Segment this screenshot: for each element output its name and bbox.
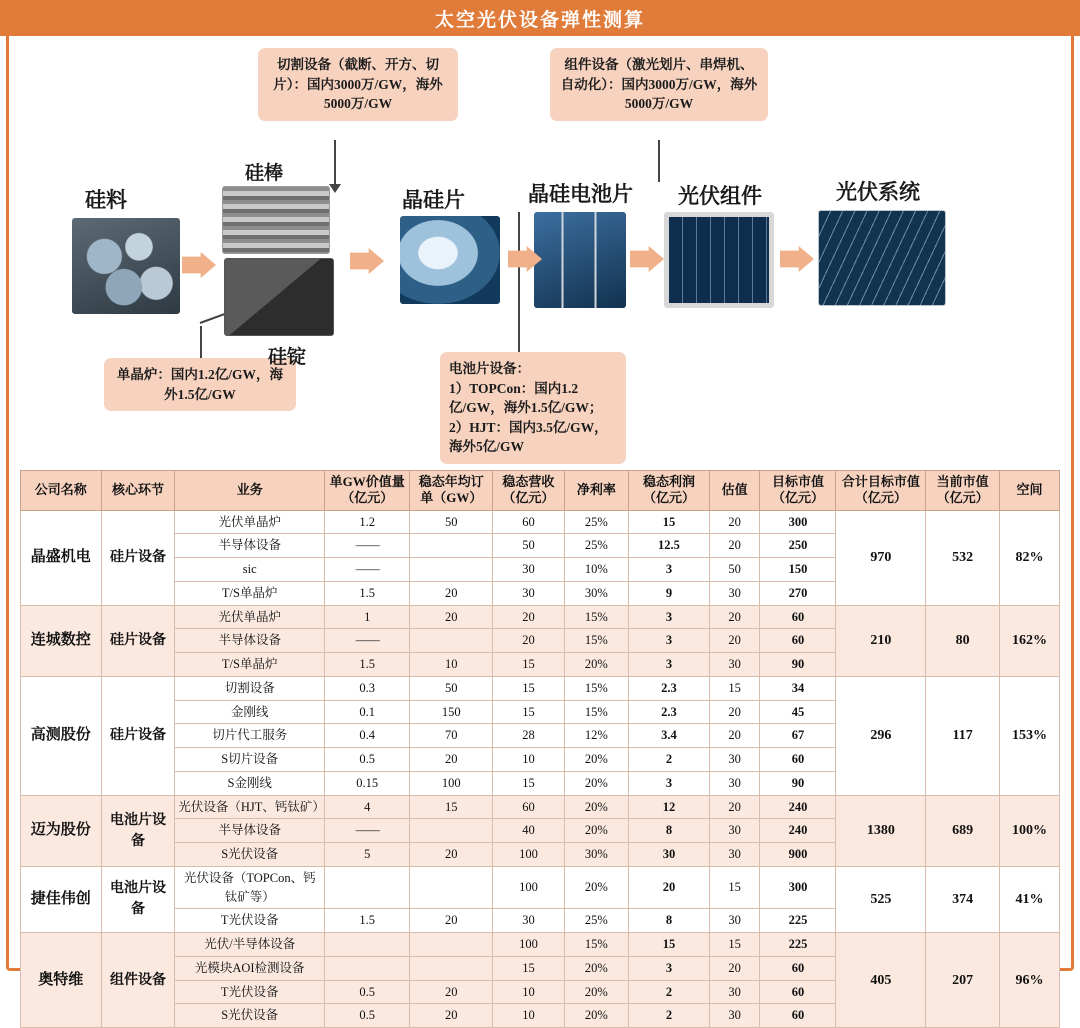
cell-gw-value: 0.5 bbox=[325, 748, 410, 772]
stage-label-cell: 晶硅电池片 bbox=[528, 182, 633, 206]
table-row bbox=[21, 866, 1060, 909]
cell-business: 半导体设备 bbox=[175, 534, 325, 558]
cell-target: 225 bbox=[760, 933, 836, 957]
cell-profit: 3 bbox=[629, 771, 710, 795]
cell-profit: 2 bbox=[629, 748, 710, 772]
image-solar-cell bbox=[534, 212, 626, 308]
cell-revenue: 30 bbox=[493, 581, 564, 605]
cell-gw-value bbox=[325, 866, 410, 909]
cell-orders: 50 bbox=[410, 510, 493, 534]
cell-business: 光模块AOI检测设备 bbox=[175, 956, 325, 980]
cell-margin: 25% bbox=[564, 909, 629, 933]
cell-profit: 8 bbox=[629, 819, 710, 843]
cell-current: 117 bbox=[926, 676, 1000, 795]
cell-target: 150 bbox=[760, 558, 836, 582]
th-total-target-mktcap: 合计目标市值（亿元） bbox=[836, 471, 926, 511]
cell-space: 100% bbox=[1000, 795, 1060, 866]
cell-revenue: 40 bbox=[493, 819, 564, 843]
cell-target: 45 bbox=[760, 700, 836, 724]
cell-core-link: 硅片设备 bbox=[101, 676, 175, 795]
cell-core-link: 电池片设备 bbox=[101, 795, 175, 866]
cell-margin: 20% bbox=[564, 653, 629, 677]
cell-valuation: 20 bbox=[709, 605, 760, 629]
cell-orders: 20 bbox=[410, 1004, 493, 1028]
cell-target: 90 bbox=[760, 653, 836, 677]
cell-business: 半导体设备 bbox=[175, 819, 325, 843]
cell-current: 207 bbox=[926, 933, 1000, 1028]
cell-margin: 15% bbox=[564, 676, 629, 700]
stage-label-module: 光伏组件 bbox=[678, 184, 762, 208]
cell-total-target: 525 bbox=[836, 866, 926, 932]
callout-single-crystal-furnace: 单晶炉：国内1.2亿/GW，海外1.5亿/GW bbox=[104, 358, 296, 411]
cell-revenue: 100 bbox=[493, 933, 564, 957]
cell-orders bbox=[410, 956, 493, 980]
cell-revenue: 60 bbox=[493, 795, 564, 819]
th-valuation: 估值 bbox=[709, 471, 760, 511]
cell-business: sic bbox=[175, 558, 325, 582]
cell-valuation: 30 bbox=[709, 980, 760, 1004]
cell-revenue: 20 bbox=[493, 605, 564, 629]
flow-arrow-2 bbox=[350, 248, 384, 274]
cell-valuation: 20 bbox=[709, 700, 760, 724]
cell-gw-value bbox=[325, 933, 410, 957]
cell-valuation: 15 bbox=[709, 866, 760, 909]
table-row bbox=[21, 676, 1060, 700]
cell-margin: 30% bbox=[564, 843, 629, 867]
cell-total-target: 970 bbox=[836, 510, 926, 605]
cell-orders: 100 bbox=[410, 771, 493, 795]
table-row bbox=[21, 510, 1060, 534]
cell-valuation: 15 bbox=[709, 676, 760, 700]
cell-margin: 20% bbox=[564, 956, 629, 980]
cell-gw-value: —— bbox=[325, 629, 410, 653]
page-title: 太空光伏设备弹性测算 bbox=[0, 0, 1080, 36]
table-row bbox=[21, 605, 1060, 629]
th-gw-value: 单GW价值量（亿元） bbox=[325, 471, 410, 511]
th-target-mktcap: 目标市值（亿元） bbox=[760, 471, 836, 511]
cell-current: 689 bbox=[926, 795, 1000, 866]
cell-profit: 15 bbox=[629, 933, 710, 957]
cell-gw-value: 1.2 bbox=[325, 510, 410, 534]
cell-orders: 70 bbox=[410, 724, 493, 748]
cell-company: 高测股份 bbox=[21, 676, 102, 795]
cell-valuation: 20 bbox=[709, 724, 760, 748]
cell-revenue: 20 bbox=[493, 629, 564, 653]
cell-revenue: 15 bbox=[493, 700, 564, 724]
cell-margin: 25% bbox=[564, 510, 629, 534]
callout-cell-equipment-line2: 1）TOPCon：国内1.2亿/GW，海外1.5亿/GW； bbox=[449, 380, 603, 416]
cell-orders: 20 bbox=[410, 909, 493, 933]
cell-orders: 50 bbox=[410, 676, 493, 700]
cell-current: 532 bbox=[926, 510, 1000, 605]
cell-gw-value: 1 bbox=[325, 605, 410, 629]
cell-gw-value: 0.15 bbox=[325, 771, 410, 795]
cell-current: 80 bbox=[926, 605, 1000, 676]
cell-revenue: 10 bbox=[493, 980, 564, 1004]
cell-target: 60 bbox=[760, 629, 836, 653]
cell-gw-value: 1.5 bbox=[325, 909, 410, 933]
th-business: 业务 bbox=[175, 471, 325, 511]
cell-orders: 20 bbox=[410, 581, 493, 605]
cell-target: 300 bbox=[760, 510, 836, 534]
cell-revenue: 15 bbox=[493, 771, 564, 795]
image-silicon-material bbox=[72, 218, 180, 314]
cell-gw-value: 0.4 bbox=[325, 724, 410, 748]
cell-profit: 3 bbox=[629, 956, 710, 980]
cell-core-link: 硅片设备 bbox=[101, 605, 175, 676]
cell-current: 374 bbox=[926, 866, 1000, 932]
cell-profit: 30 bbox=[629, 843, 710, 867]
cell-target: 60 bbox=[760, 956, 836, 980]
cell-orders bbox=[410, 558, 493, 582]
cell-space: 41% bbox=[1000, 866, 1060, 932]
cell-business: 切割设备 bbox=[175, 676, 325, 700]
cell-core-link: 组件设备 bbox=[101, 933, 175, 1028]
cell-gw-value: 5 bbox=[325, 843, 410, 867]
th-space: 空间 bbox=[1000, 471, 1060, 511]
cell-valuation: 30 bbox=[709, 1004, 760, 1028]
cell-revenue: 10 bbox=[493, 1004, 564, 1028]
cell-target: 240 bbox=[760, 795, 836, 819]
cell-target: 270 bbox=[760, 581, 836, 605]
table-row bbox=[21, 795, 1060, 819]
cell-valuation: 30 bbox=[709, 771, 760, 795]
cell-revenue: 15 bbox=[493, 676, 564, 700]
cell-business: 光伏单晶炉 bbox=[175, 605, 325, 629]
cell-business: S光伏设备 bbox=[175, 843, 325, 867]
process-flow-diagram bbox=[0, 36, 1080, 466]
cell-gw-value: 0.5 bbox=[325, 1004, 410, 1028]
cell-business: 光伏设备（TOPCon、钙钛矿等） bbox=[175, 866, 325, 909]
cell-gw-value: 4 bbox=[325, 795, 410, 819]
cell-space: 153% bbox=[1000, 676, 1060, 795]
cell-valuation: 30 bbox=[709, 653, 760, 677]
cell-core-link: 电池片设备 bbox=[101, 866, 175, 932]
cell-valuation: 15 bbox=[709, 933, 760, 957]
cell-orders: 20 bbox=[410, 843, 493, 867]
cell-margin: 20% bbox=[564, 980, 629, 1004]
cell-margin: 12% bbox=[564, 724, 629, 748]
cell-valuation: 20 bbox=[709, 956, 760, 980]
cell-company: 晶盛机电 bbox=[21, 510, 102, 605]
cell-revenue: 15 bbox=[493, 653, 564, 677]
cell-margin: 30% bbox=[564, 581, 629, 605]
connector-furnace bbox=[200, 326, 202, 358]
callout-module-equipment: 组件设备（激光划片、串焊机、自动化）：国内3000万/GW，海外5000万/GW bbox=[550, 48, 768, 121]
cell-revenue: 30 bbox=[493, 558, 564, 582]
cell-profit: 12.5 bbox=[629, 534, 710, 558]
cell-business: T光伏设备 bbox=[175, 909, 325, 933]
cell-target: 60 bbox=[760, 1004, 836, 1028]
cell-revenue: 100 bbox=[493, 866, 564, 909]
cell-business: S光伏设备 bbox=[175, 1004, 325, 1028]
image-pv-module bbox=[664, 212, 774, 308]
cell-profit: 3 bbox=[629, 558, 710, 582]
cell-valuation: 30 bbox=[709, 748, 760, 772]
cell-orders: 20 bbox=[410, 748, 493, 772]
flow-arrow-1 bbox=[182, 252, 216, 278]
cell-target: 34 bbox=[760, 676, 836, 700]
cell-profit: 2 bbox=[629, 1004, 710, 1028]
cell-target: 900 bbox=[760, 843, 836, 867]
cell-target: 60 bbox=[760, 980, 836, 1004]
th-annual-orders: 稳态年均订单（GW） bbox=[410, 471, 493, 511]
cell-profit: 3 bbox=[629, 629, 710, 653]
cell-target: 60 bbox=[760, 605, 836, 629]
cell-company: 奥特维 bbox=[21, 933, 102, 1028]
th-revenue: 稳态营收（亿元） bbox=[493, 471, 564, 511]
cell-business: T/S单晶炉 bbox=[175, 581, 325, 605]
cell-margin: 10% bbox=[564, 558, 629, 582]
cell-business: S金刚线 bbox=[175, 771, 325, 795]
cell-total-target: 405 bbox=[836, 933, 926, 1028]
cell-gw-value: —— bbox=[325, 819, 410, 843]
cell-business: 光伏单晶炉 bbox=[175, 510, 325, 534]
cell-margin: 15% bbox=[564, 700, 629, 724]
cell-profit: 15 bbox=[629, 510, 710, 534]
image-pv-system bbox=[818, 210, 946, 306]
cell-profit: 12 bbox=[629, 795, 710, 819]
cell-profit: 20 bbox=[629, 866, 710, 909]
cell-gw-value: 0.5 bbox=[325, 980, 410, 1004]
th-profit: 稳态利润（亿元） bbox=[629, 471, 710, 511]
cell-orders: 15 bbox=[410, 795, 493, 819]
cell-profit: 2.3 bbox=[629, 676, 710, 700]
stage-label-silicon-material: 硅料 bbox=[85, 188, 127, 212]
table-row bbox=[21, 933, 1060, 957]
cell-target: 90 bbox=[760, 771, 836, 795]
cell-valuation: 20 bbox=[709, 534, 760, 558]
cell-margin: 20% bbox=[564, 1004, 629, 1028]
image-silicon-rod bbox=[222, 186, 330, 254]
stage-label-silicon-rod: 硅棒 bbox=[245, 163, 284, 184]
cell-target: 60 bbox=[760, 748, 836, 772]
connector-cutting bbox=[334, 140, 336, 188]
cell-gw-value: —— bbox=[325, 558, 410, 582]
cell-target: 250 bbox=[760, 534, 836, 558]
connector-module bbox=[658, 140, 660, 182]
cell-total-target: 1380 bbox=[836, 795, 926, 866]
stage-label-wafer: 晶硅片 bbox=[402, 188, 465, 212]
cell-revenue: 28 bbox=[493, 724, 564, 748]
cell-orders bbox=[410, 819, 493, 843]
cell-margin: 20% bbox=[564, 866, 629, 909]
cell-orders: 20 bbox=[410, 605, 493, 629]
cell-gw-value bbox=[325, 956, 410, 980]
cell-space: 82% bbox=[1000, 510, 1060, 605]
cell-company: 迈为股份 bbox=[21, 795, 102, 866]
table-body bbox=[21, 510, 1060, 1028]
cell-profit: 3 bbox=[629, 605, 710, 629]
cell-gw-value: 0.3 bbox=[325, 676, 410, 700]
cell-valuation: 20 bbox=[709, 629, 760, 653]
cell-profit: 8 bbox=[629, 909, 710, 933]
cell-orders: 150 bbox=[410, 700, 493, 724]
cell-margin: 20% bbox=[564, 819, 629, 843]
callout-cutting-equipment: 切割设备（截断、开方、切片）：国内3000万/GW，海外5000万/GW bbox=[258, 48, 458, 121]
cell-company: 捷佳伟创 bbox=[21, 866, 102, 932]
cell-gw-value: —— bbox=[325, 534, 410, 558]
cell-business: T/S单晶炉 bbox=[175, 653, 325, 677]
table-header-row bbox=[21, 471, 1060, 511]
cell-gw-value: 1.5 bbox=[325, 581, 410, 605]
cell-revenue: 100 bbox=[493, 843, 564, 867]
cell-business: 半导体设备 bbox=[175, 629, 325, 653]
valuation-table bbox=[20, 470, 1060, 1028]
cell-target: 240 bbox=[760, 819, 836, 843]
cell-total-target: 210 bbox=[836, 605, 926, 676]
cell-orders: 20 bbox=[410, 980, 493, 1004]
cell-valuation: 50 bbox=[709, 558, 760, 582]
cell-space: 96% bbox=[1000, 933, 1060, 1028]
cell-gw-value: 0.1 bbox=[325, 700, 410, 724]
cell-business: 光伏设备（HJT、钙钛矿） bbox=[175, 795, 325, 819]
cell-orders: 10 bbox=[410, 653, 493, 677]
stage-label-system: 光伏系统 bbox=[836, 180, 920, 204]
cell-revenue: 50 bbox=[493, 534, 564, 558]
cell-profit: 2.3 bbox=[629, 700, 710, 724]
cell-company: 连城数控 bbox=[21, 605, 102, 676]
cell-revenue: 15 bbox=[493, 956, 564, 980]
cell-valuation: 30 bbox=[709, 581, 760, 605]
cell-profit: 2 bbox=[629, 980, 710, 1004]
cell-margin: 15% bbox=[564, 933, 629, 957]
callout-cell-equipment-line1: 电池片设备： bbox=[449, 361, 530, 376]
cell-orders bbox=[410, 866, 493, 909]
cell-business: 切片代工服务 bbox=[175, 724, 325, 748]
cell-margin: 15% bbox=[564, 629, 629, 653]
cell-target: 225 bbox=[760, 909, 836, 933]
cell-space: 162% bbox=[1000, 605, 1060, 676]
cell-margin: 15% bbox=[564, 605, 629, 629]
cell-valuation: 20 bbox=[709, 795, 760, 819]
cell-valuation: 30 bbox=[709, 819, 760, 843]
cell-valuation: 30 bbox=[709, 843, 760, 867]
th-net-margin: 净利率 bbox=[564, 471, 629, 511]
cell-target: 67 bbox=[760, 724, 836, 748]
th-core-link: 核心环节 bbox=[101, 471, 175, 511]
cell-gw-value: 1.5 bbox=[325, 653, 410, 677]
cell-profit: 3 bbox=[629, 653, 710, 677]
callout-cell-equipment-line3: 2）HJT：国内3.5亿/GW，海外5亿/GW bbox=[449, 419, 608, 455]
cell-margin: 20% bbox=[564, 795, 629, 819]
cell-revenue: 60 bbox=[493, 510, 564, 534]
cell-orders bbox=[410, 629, 493, 653]
cell-total-target: 296 bbox=[836, 676, 926, 795]
flow-arrow-5 bbox=[780, 246, 814, 272]
cell-valuation: 30 bbox=[709, 909, 760, 933]
cell-business: T光伏设备 bbox=[175, 980, 325, 1004]
stage-label-silicon-ingot: 硅锭 bbox=[268, 347, 307, 368]
cell-margin: 20% bbox=[564, 771, 629, 795]
cell-profit: 3.4 bbox=[629, 724, 710, 748]
cell-core-link: 硅片设备 bbox=[101, 510, 175, 605]
cell-profit: 9 bbox=[629, 581, 710, 605]
cell-valuation: 20 bbox=[709, 510, 760, 534]
cell-margin: 20% bbox=[564, 748, 629, 772]
cell-business: S切片设备 bbox=[175, 748, 325, 772]
cell-orders bbox=[410, 534, 493, 558]
connector-cutting-head bbox=[329, 184, 341, 193]
connector-cell bbox=[518, 212, 520, 352]
image-silicon-ingot bbox=[224, 258, 334, 336]
cell-business: 光伏/半导体设备 bbox=[175, 933, 325, 957]
image-wafer bbox=[400, 216, 500, 304]
th-company: 公司名称 bbox=[21, 471, 102, 511]
flow-arrow-4 bbox=[630, 246, 664, 272]
cell-target: 300 bbox=[760, 866, 836, 909]
callout-cell-equipment bbox=[440, 352, 626, 464]
th-current-mktcap: 当前市值（亿元） bbox=[926, 471, 1000, 511]
cell-business: 金刚线 bbox=[175, 700, 325, 724]
cell-orders bbox=[410, 933, 493, 957]
cell-revenue: 10 bbox=[493, 748, 564, 772]
cell-revenue: 30 bbox=[493, 909, 564, 933]
cell-margin: 25% bbox=[564, 534, 629, 558]
